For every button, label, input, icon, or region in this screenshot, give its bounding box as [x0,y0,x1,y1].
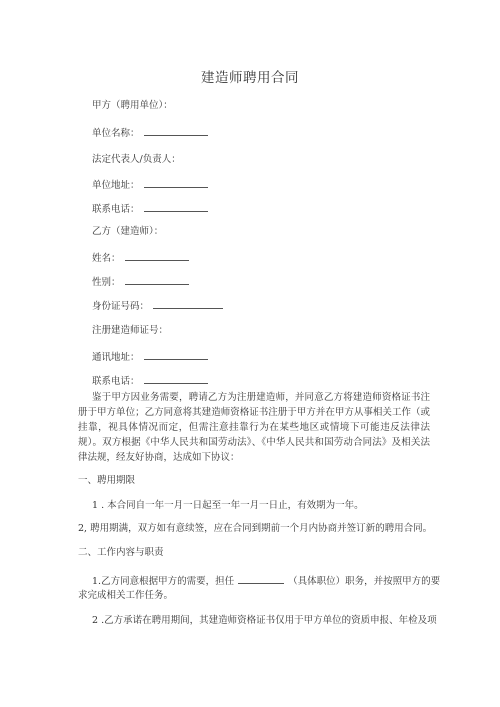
section-2-item-2: 2 .乙方承诺在聘用期间，其建造师资格证书仅用于甲方单位的资质申报、年检及项 [92,615,437,626]
name-label: 姓名： [92,253,121,264]
party-a-heading: 甲方（聘用单位）： [92,100,173,111]
company-address-field [92,178,208,192]
gender-label: 性别： [92,277,121,288]
company-phone-blank [144,202,208,212]
section-2-item-1-cont: 求完成相关工作任务。 [78,590,174,601]
section-1-item-2: 2, 聘用期满，双方如有意续签，应在合同到期前一个月内协商并签订新的聘用合同。 [78,523,433,534]
intro-paragraph: 鉴于甲方因业务需要，聘请乙方为注册建造师，并同意乙方将建造师资格证书注册于甲方单位；乙方同意将其建造师资格证书注册于甲方并在甲方从事相关工作（或挂靠，视具体情况而定，但需注意挂靠行为在某些地区或情境下可能违反法律法规）。双方根据《中华人民共和国劳动法》、《中华人民共和国劳动合同法》及相关法律法规，经友好协商，达成如下协议： [78,392,430,463]
contact-phone-blank [144,374,208,384]
company-name-blank [144,126,208,136]
section-2-heading: 二、工作内容与职责 [78,547,164,558]
company-address-blank [144,178,208,188]
id-number-field [92,299,223,313]
section-1-item-1: 1 . 本合同自一年一月一日起至一年一月一日止，有效期为一年。 [92,500,364,511]
company-name-label: 单位名称： [92,128,140,139]
company-address-label: 单位地址： [92,180,140,191]
company-phone-label: 联系电话： [92,204,140,215]
company-phone-field [92,202,208,216]
contact-phone-field [92,374,208,388]
legal-rep-field [92,154,181,166]
gender-field [92,275,189,289]
contact-phone-label: 联系电话： [92,376,140,387]
cert-number-label: 注册建造师证号： [92,325,169,336]
section-2-item-1-start: 1.乙方同意根据甲方的需要，担任 [92,576,235,587]
job-title-blank [238,574,284,584]
section-2-item-1-end: （具体职位）职务，并按照甲方的要 [288,576,441,587]
company-name-field [92,126,208,140]
document-title: 建造师聘用合同 [201,70,299,86]
id-number-blank [153,299,223,309]
contact-address-field [92,350,208,364]
name-blank [125,251,189,261]
legal-rep-label: 法定代表人/负责人： [92,154,181,165]
id-number-label: 身份证号码： [92,301,150,312]
section-2-item-1 [92,574,440,588]
contact-address-label: 通讯地址： [92,352,140,363]
gender-blank [125,275,189,285]
contact-address-blank [144,350,208,360]
name-field [92,251,189,265]
cert-number-field [92,325,168,337]
party-b-heading: 乙方（建造师）： [92,226,164,237]
section-1-heading: 一、聘用期限 [78,475,136,486]
